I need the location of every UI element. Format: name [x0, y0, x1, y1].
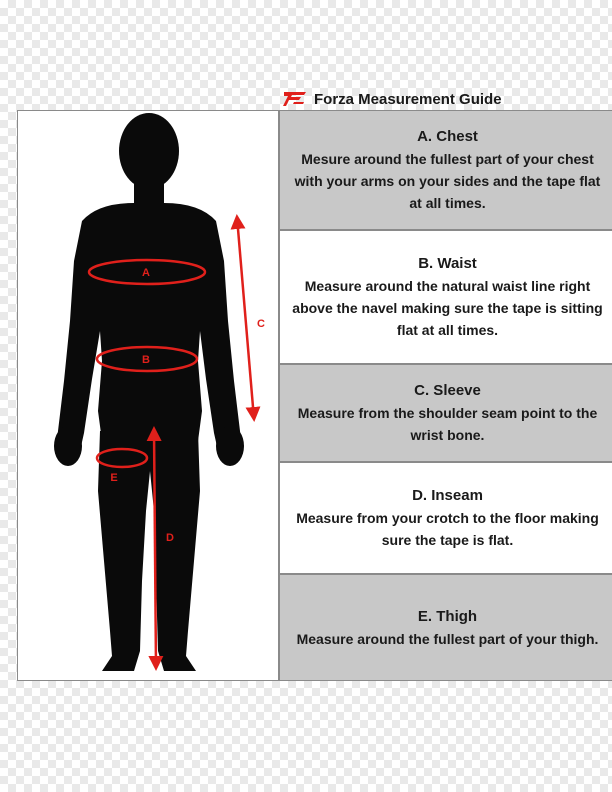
sleeve-arrow: [237, 217, 254, 419]
guide-row-description: Measure from the shoulder seam point to the wrist bone.: [297, 405, 598, 443]
guide-row-description: Measure from your crotch to the floor making sure the tape is flat.: [296, 510, 599, 548]
label-e: E: [110, 472, 118, 484]
guide-row-description: Mesure around the fullest part of your chest with your arms on your sides and the tape flat at all times.: [294, 151, 601, 211]
guide-row-title: C. Sleeve: [414, 382, 481, 399]
body-silhouette-diagram: [18, 111, 280, 682]
guide-row-title: B. Waist: [418, 255, 477, 272]
guide-header: [282, 88, 502, 110]
guide-row-waist: [279, 230, 612, 364]
guide-row-thigh: [279, 574, 612, 681]
human-silhouette: [54, 113, 244, 671]
guide-row-inseam: [279, 462, 612, 574]
guide-row-description: Measure around the natural waist line right above the navel making sure the tape is sitting flat at all times.: [292, 278, 603, 338]
label-b: B: [142, 354, 150, 366]
forza-logo-icon: [282, 90, 308, 108]
label-a: A: [142, 267, 150, 279]
measurement-guide: [279, 110, 612, 681]
guide-row-title: E. Thigh: [417, 607, 478, 625]
guide-row-title: D. Inseam: [412, 487, 483, 504]
guide-row-title: A. Chest: [417, 128, 478, 145]
label-d: D: [166, 532, 174, 544]
guide-row-sleeve: [279, 364, 612, 462]
body-figure-panel: [17, 110, 279, 681]
label-c: C: [257, 318, 265, 330]
guide-row-chest: [279, 110, 612, 230]
guide-row-description: Measure around the fullest part of your thigh.: [296, 630, 599, 647]
page-title: Forza Measurement Guide: [314, 90, 502, 108]
